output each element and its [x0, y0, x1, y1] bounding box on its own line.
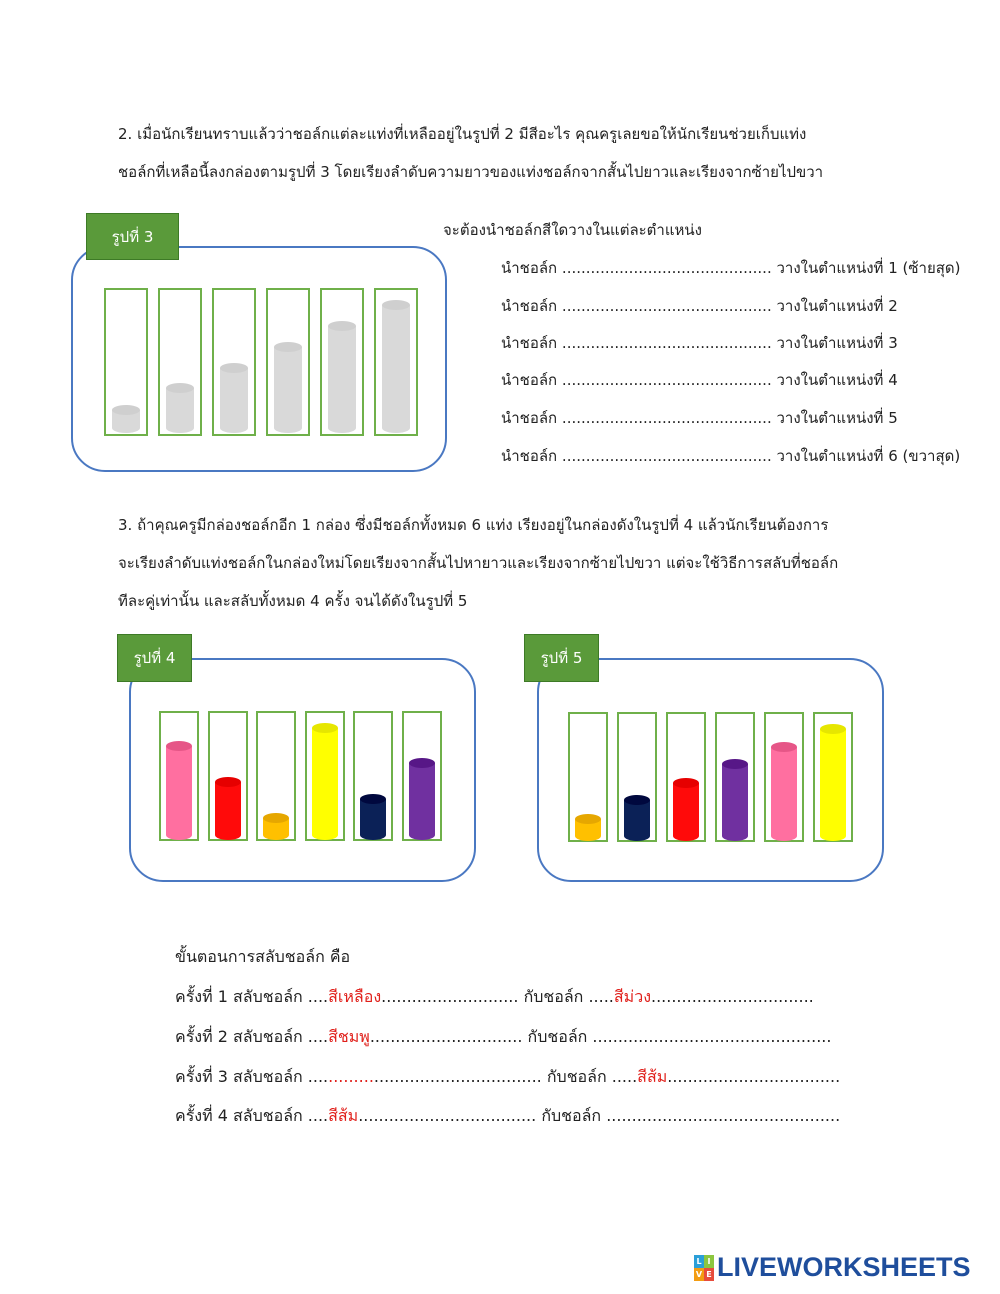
- chalk-stick-orange: [575, 814, 601, 841]
- steps-heading: ขั้นตอนการสลับชอล์ก คือ: [175, 947, 351, 966]
- q2-line1: 2. เมื่อนักเรียนทราบแล้วว่าชอล์กแต่ละแท่งที่เหลืออยู่ในรูปที่ 2 มีสีอะไร คุณครูเลยขอให้นักเรียนช่วยเก็บแท่ง: [118, 125, 807, 143]
- chalk-stick: [112, 405, 140, 433]
- chalk-stick-navy: [360, 794, 386, 840]
- chalk-stick: [166, 383, 194, 433]
- chalk-stick-pink: [166, 741, 192, 840]
- figure-4-box: [129, 658, 476, 882]
- answer-blank[interactable]: ............................................: [561, 371, 772, 389]
- figure-3-label: รูปที่ 3: [86, 213, 179, 260]
- step-lead: ครั้งที่ 1 สลับชอล์ก ....: [175, 987, 329, 1006]
- figure-3-box: [71, 246, 447, 472]
- step-blank-1[interactable]: ...........................: [381, 987, 519, 1006]
- answer-lead: นำชอล์ก: [501, 297, 558, 315]
- step-mid: กับชอล์ก ....: [541, 1106, 627, 1125]
- step-mid: กับชอล์ก ....: [527, 1027, 613, 1046]
- answer-blank[interactable]: ............................................: [561, 259, 772, 277]
- answer-row: [501, 296, 898, 316]
- step-blank-2[interactable]: ................................: [651, 987, 814, 1006]
- step-lead: ครั้งที่ 3 สลับชอล์ก ....: [175, 1067, 329, 1086]
- chalk-stick: [274, 342, 302, 433]
- step-blank-2[interactable]: ...........................................: [612, 1027, 832, 1046]
- logo-text: LIVEWORKSHEETS: [717, 1252, 971, 1282]
- step-lead: ครั้งที่ 4 สลับชอล์ก ....: [175, 1106, 329, 1125]
- chalk-stick-red: [673, 778, 699, 841]
- answer-row: [501, 446, 960, 466]
- chalk-stick-yellow: [312, 723, 338, 840]
- logo-letter: I: [704, 1255, 714, 1268]
- step-answer-2[interactable]: สีส้ม: [637, 1067, 668, 1086]
- step-answer-1[interactable]: สีเหลือง: [328, 987, 382, 1006]
- figure-4-label: รูปที่ 4: [117, 634, 192, 682]
- answer-position: วางในตำแหน่งที่ 2: [776, 297, 898, 315]
- chalk-stick: [220, 363, 248, 433]
- step-row: [175, 1027, 831, 1047]
- step-row: [175, 987, 814, 1007]
- chalk-stick: [328, 321, 356, 433]
- step-blank-1[interactable]: ..............................: [369, 1027, 523, 1046]
- chalk-stick-orange: [263, 813, 289, 840]
- chalk-stick-purple: [722, 759, 748, 841]
- step-mid: กับชอล์ก .....: [523, 987, 614, 1006]
- chalk-stick-red: [215, 777, 241, 840]
- step-answer-1[interactable]: สีชมพู: [328, 1027, 370, 1046]
- chalk-stick-purple: [409, 758, 435, 840]
- chalk-stick-navy: [624, 795, 650, 841]
- answer-lead: นำชอล์ก: [501, 409, 558, 427]
- step-row: [175, 1067, 840, 1087]
- chalk-stick-yellow: [820, 724, 846, 841]
- figure-5-label: รูปที่ 5: [524, 634, 599, 682]
- answer-row: [501, 408, 898, 428]
- answer-position: วางในตำแหน่งที่ 5: [776, 409, 898, 427]
- chalk-stick: [382, 300, 410, 433]
- liveworksheets-logo[interactable]: [694, 1252, 971, 1283]
- answer-position: วางในตำแหน่งที่ 3: [776, 334, 898, 352]
- q3-line2: จะเรียงลำดับแท่งชอล์กในกล่องใหม่โดยเรียงจากสั้นไปหายาวและเรียงจากซ้ายไปขวา แต่จะใช้วิธีการสลับที่ชอล์ก: [118, 554, 839, 572]
- answer-blank[interactable]: ............................................: [561, 297, 772, 315]
- answer-blank[interactable]: ............................................: [561, 334, 772, 352]
- logo-letter: L: [694, 1255, 704, 1268]
- answer-row: [501, 258, 961, 278]
- step-mid: กับชอล์ก .....: [546, 1067, 638, 1086]
- step-answer-1[interactable]: สีส้ม: [328, 1106, 359, 1125]
- q3-line1: 3. ถ้าคุณครูมีกล่องชอล์กอีก 1 กล่อง ซึ่งมีชอล์กทั้งหมด 6 แท่ง เรียงอยู่ในกล่องดังในรูปที่ 4 แล้วนักเรียนต้องการ: [118, 516, 829, 534]
- step-row: [175, 1106, 840, 1126]
- q2-instruction: จะต้องนำชอล์กสีใดวางในแต่ละตำแหน่ง: [443, 221, 702, 239]
- answer-lead: นำชอล์ก: [501, 334, 558, 352]
- step-answer-2[interactable]: สีม่วง: [613, 987, 651, 1006]
- step-answer-1[interactable]: .........: [328, 1067, 374, 1086]
- answer-position: วางในตำแหน่งที่ 6 (ขวาสุด): [776, 447, 961, 465]
- q2-line2: ชอล์กที่เหลือนี้ลงกล่องตามรูปที่ 3 โดยเรียงลำดับความยาวของแท่งชอล์กจากสั้นไปยาวและเรียงจากซ้ายไปขวา: [118, 163, 824, 181]
- answer-lead: นำชอล์ก: [501, 371, 558, 389]
- answer-position: วางในตำแหน่งที่ 1 (ซ้ายสุด): [776, 259, 961, 277]
- step-blank-2[interactable]: ..........................................: [626, 1106, 841, 1125]
- answer-row: [501, 333, 898, 353]
- logo-letter: E: [704, 1268, 714, 1281]
- step-blank-1[interactable]: .................................: [373, 1067, 542, 1086]
- figure-5-box: [537, 658, 884, 882]
- step-lead: ครั้งที่ 2 สลับชอล์ก ....: [175, 1027, 329, 1046]
- answer-lead: นำชอล์ก: [501, 447, 558, 465]
- answer-blank[interactable]: ............................................: [561, 409, 772, 427]
- answer-lead: นำชอล์ก: [501, 259, 558, 277]
- answer-row: [501, 370, 898, 390]
- logo-letter: V: [695, 1269, 703, 1279]
- answer-blank[interactable]: ............................................: [561, 447, 772, 465]
- logo-mark-icon: [694, 1255, 714, 1281]
- q3-line3: ทีละคู่เท่านั้น และสลับทั้งหมด 4 ครั้ง จนได้ดังในรูปที่ 5: [118, 592, 468, 610]
- chalk-stick-pink: [771, 742, 797, 841]
- step-blank-1[interactable]: ...................................: [358, 1106, 537, 1125]
- answer-position: วางในตำแหน่งที่ 4: [776, 371, 898, 389]
- step-blank-2[interactable]: ..................................: [667, 1067, 841, 1086]
